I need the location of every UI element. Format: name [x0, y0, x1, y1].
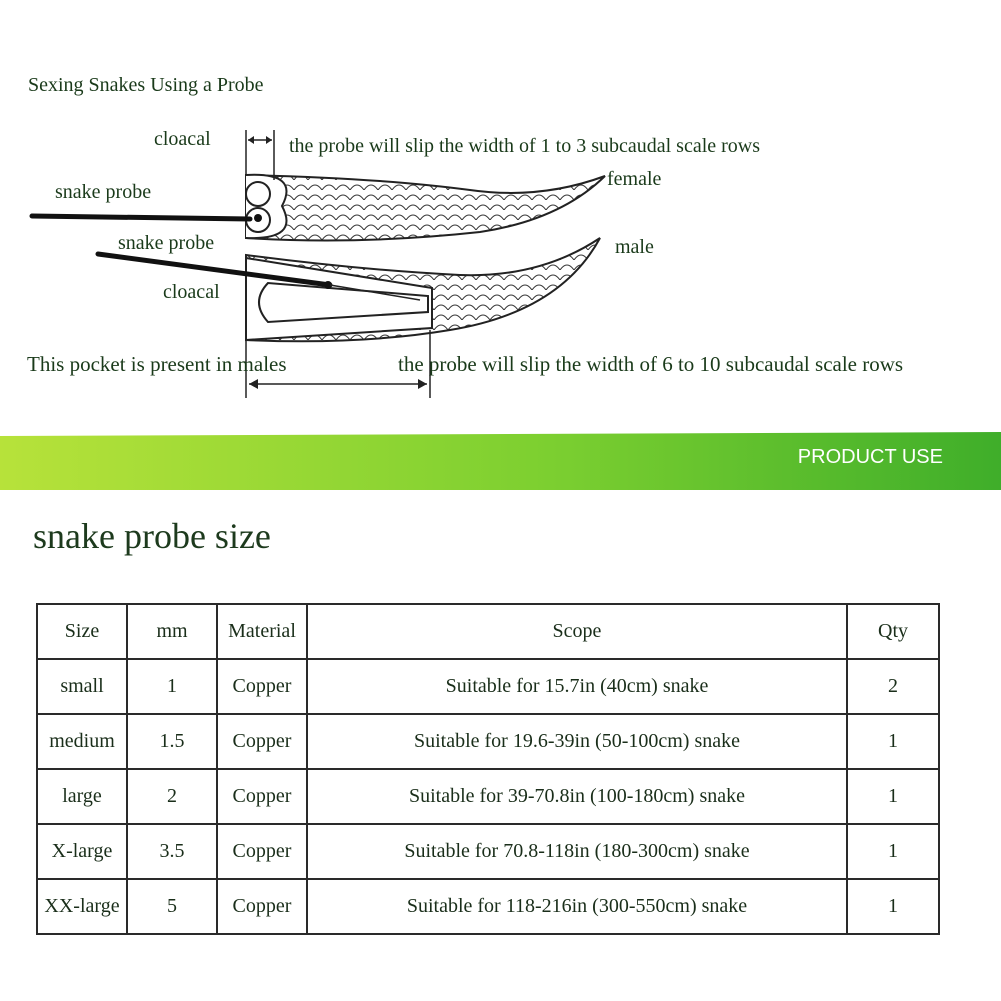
cell-qty: 1 — [847, 769, 939, 824]
cell-qty: 1 — [847, 879, 939, 934]
table-row — [37, 659, 939, 714]
cell-scope: Suitable for 19.6-39in (50-100cm) snake — [307, 714, 847, 769]
cell-size: X-large — [37, 824, 127, 879]
cell-scope: Suitable for 15.7in (40cm) snake — [307, 659, 847, 714]
cell-size: XX-large — [37, 879, 127, 934]
column-header-size: Size — [37, 604, 127, 659]
table-row — [37, 769, 939, 824]
cell-mm: 1.5 — [127, 714, 217, 769]
cell-mm: 1 — [127, 659, 217, 714]
cell-material: Copper — [217, 769, 307, 824]
label-male-slip: the probe will slip the width of 6 to 10 subcaudal scale rows — [398, 352, 904, 376]
cell-mm: 3.5 — [127, 824, 217, 879]
female-width-arrow — [246, 130, 274, 180]
column-header-material: Material — [217, 604, 307, 659]
cell-material: Copper — [217, 659, 307, 714]
label-probe-top: snake probe — [55, 181, 152, 203]
table-row — [37, 714, 939, 769]
cell-qty: 1 — [847, 714, 939, 769]
cell-size: large — [37, 769, 127, 824]
female-tail-drawing — [246, 175, 605, 241]
cell-size: medium — [37, 714, 127, 769]
label-male: male — [615, 236, 654, 258]
cell-mm: 5 — [127, 879, 217, 934]
label-cloacal-top: cloacal — [154, 128, 211, 150]
size-section-heading: snake probe size — [33, 516, 271, 556]
cell-scope: Suitable for 39-70.8in (100-180cm) snake — [307, 769, 847, 824]
cell-scope: Suitable for 118-216in (300-550cm) snake — [307, 879, 847, 934]
cell-material: Copper — [217, 879, 307, 934]
cell-material: Copper — [217, 714, 307, 769]
label-cloacal-bottom: cloacal — [163, 281, 220, 303]
cell-mm: 2 — [127, 769, 217, 824]
cell-qty: 2 — [847, 659, 939, 714]
cell-size: small — [37, 659, 127, 714]
diagram-title: Sexing Snakes Using a Probe — [28, 74, 264, 96]
table-header-row — [37, 604, 939, 659]
label-probe-bottom: snake probe — [118, 232, 215, 254]
cell-scope: Suitable for 70.8-118in (180-300cm) snake — [307, 824, 847, 879]
column-header-qty: Qty — [847, 604, 939, 659]
female-probe-line — [32, 216, 250, 219]
table-row — [37, 879, 939, 934]
label-pocket: This pocket is present in males — [27, 352, 287, 376]
cell-material: Copper — [217, 824, 307, 879]
label-female: female — [607, 168, 662, 190]
column-header-mm: mm — [127, 604, 217, 659]
cell-qty: 1 — [847, 824, 939, 879]
column-header-scope: Scope — [307, 604, 847, 659]
probe-size-table — [36, 603, 940, 935]
label-female-slip: the probe will slip the width of 1 to 3 subcaudal scale rows — [289, 135, 761, 157]
table-row — [37, 824, 939, 879]
male-tail-drawing — [246, 238, 600, 341]
banner-label: PRODUCT USE — [797, 446, 943, 468]
